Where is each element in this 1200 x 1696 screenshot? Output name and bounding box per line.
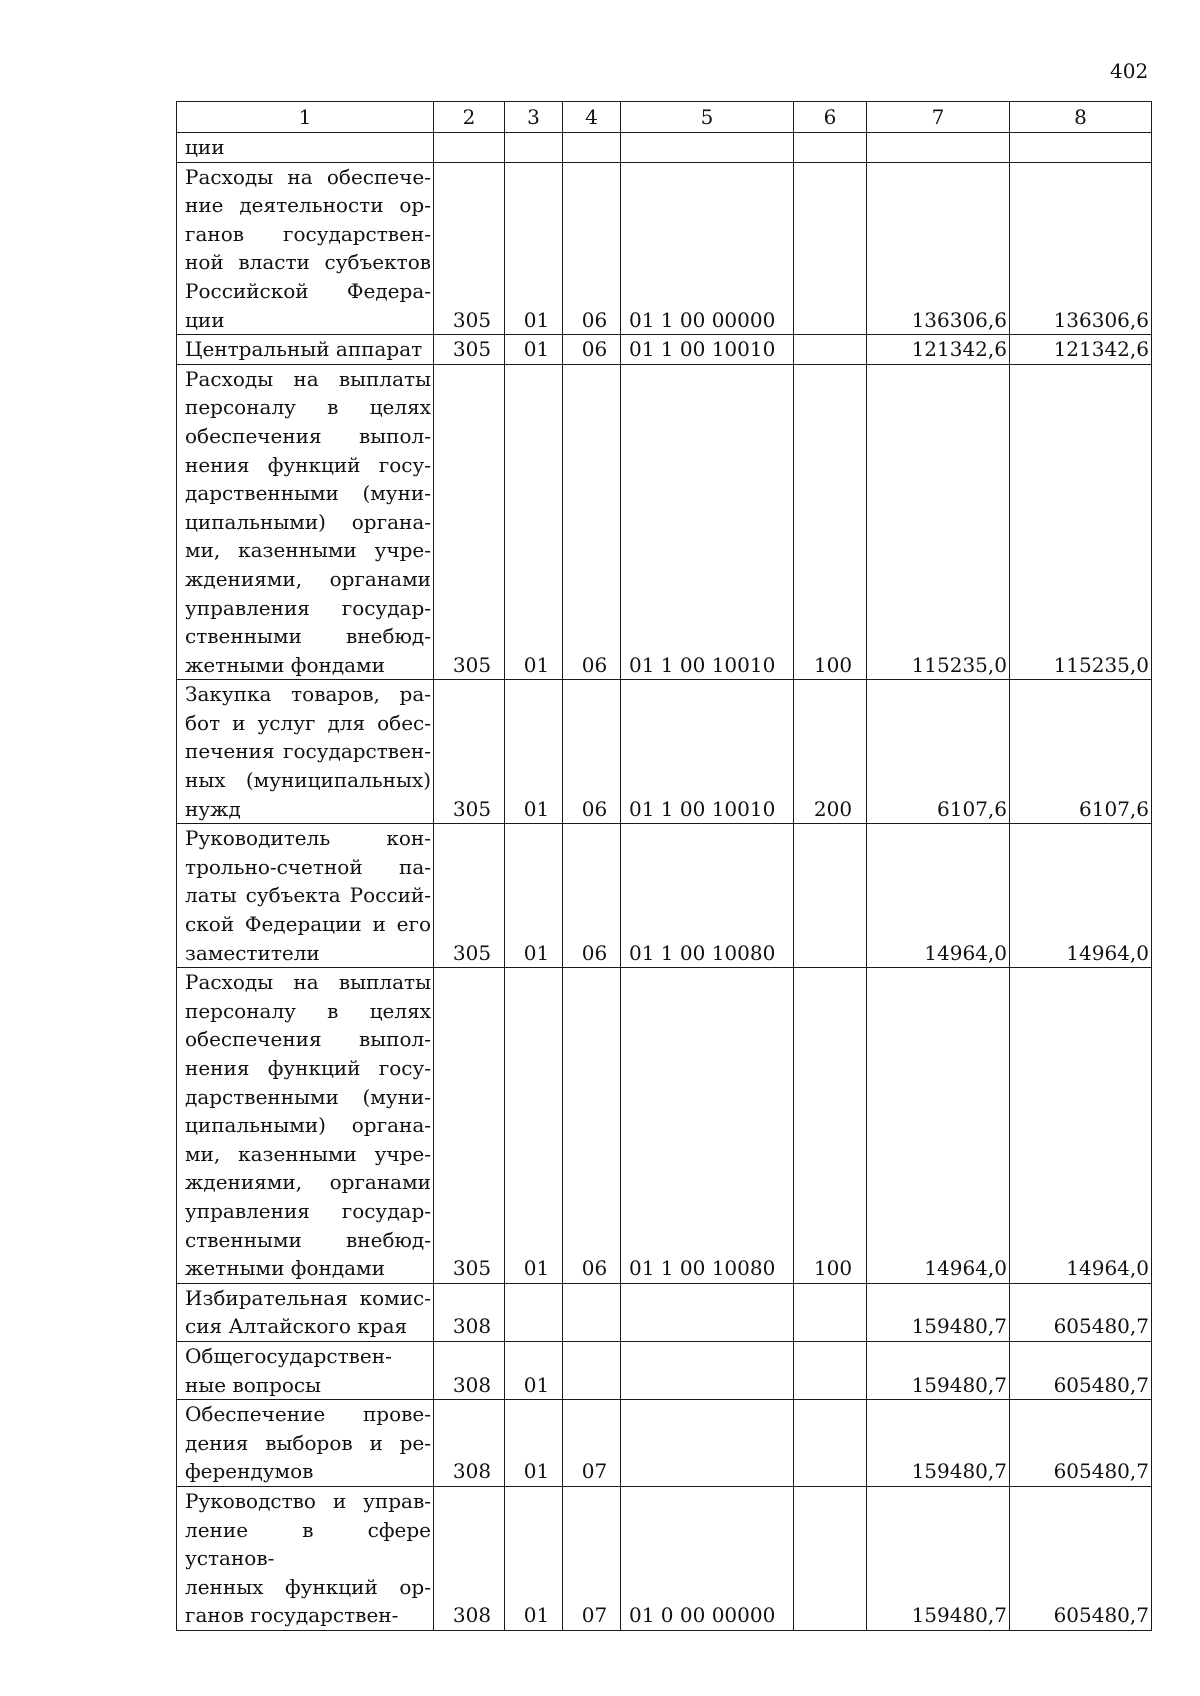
item-name-line: Закупка товаров, ра- (185, 682, 431, 707)
cell-section: 01 (505, 162, 563, 335)
item-name-line: печения государствен- (185, 739, 431, 764)
cell-admin-code (434, 133, 505, 163)
cell-subsection: 07 (563, 1486, 621, 1630)
cell-amount-7 (867, 133, 1010, 163)
table-row (177, 1486, 1152, 1630)
cell-section: 01 (505, 1400, 563, 1487)
cell-item-name (177, 1486, 434, 1630)
cell-amount-7: 159480,7 (867, 1283, 1010, 1341)
header-cell-4: 4 (563, 102, 621, 133)
cell-target-article: 01 0 00 00000 (621, 1486, 794, 1630)
page-number: 402 (1110, 59, 1149, 83)
item-name-line: ние деятельности ор- (185, 193, 431, 218)
header-row (177, 102, 1152, 133)
item-name-line: Обеспечение прове- (185, 1402, 431, 1427)
cell-amount-7: 121342,6 (867, 335, 1010, 365)
item-name-line: дарственными (муни- (185, 481, 431, 506)
item-name-line: Центральный аппарат (185, 337, 423, 362)
cell-admin-code: 308 (434, 1486, 505, 1630)
table-row (177, 1283, 1152, 1341)
cell-target-article: 01 1 00 10080 (621, 824, 794, 968)
cell-amount-8 (1010, 133, 1152, 163)
cell-target-article (621, 1283, 794, 1341)
cell-amount-7: 115235,0 (867, 364, 1010, 680)
cell-subsection (563, 133, 621, 163)
table-row (177, 680, 1152, 824)
cell-item-name (177, 1283, 434, 1341)
item-name-line: ции (185, 135, 225, 159)
cell-expense-type (794, 1400, 867, 1487)
cell-amount-7: 136306,6 (867, 162, 1010, 335)
cell-admin-code: 308 (434, 1400, 505, 1487)
cell-section: 01 (505, 1486, 563, 1630)
item-name-line: жетными фондами (185, 1256, 385, 1281)
item-name-line: ной власти субъектов (185, 250, 431, 275)
cell-subsection (563, 1283, 621, 1341)
item-name-line: Расходы на обеспече- (185, 164, 431, 189)
table-row (177, 162, 1152, 335)
cell-target-article (621, 1341, 794, 1399)
table-row (177, 1400, 1152, 1487)
header-cell-1: 1 (177, 102, 434, 133)
cell-amount-7: 159480,7 (867, 1400, 1010, 1487)
cell-section: 01 (505, 824, 563, 968)
cell-amount-7: 159480,7 (867, 1486, 1010, 1630)
cell-amount-8: 605480,7 (1010, 1341, 1152, 1399)
cell-admin-code: 305 (434, 364, 505, 680)
table-row (177, 364, 1152, 680)
table-body (177, 133, 1152, 1631)
item-name-line: ных (муниципальных) (185, 768, 431, 793)
item-name-line: нения функций госу- (185, 452, 431, 477)
item-name-line: жетными фондами (185, 652, 385, 677)
item-name-line: Российской Федера- (185, 278, 431, 303)
item-name-line: Избирательная комис- (185, 1285, 431, 1310)
cell-admin-code: 305 (434, 680, 505, 824)
item-name-line: управления государ- (185, 1198, 431, 1223)
cell-subsection: 06 (563, 364, 621, 680)
cell-amount-8: 121342,6 (1010, 335, 1152, 365)
cell-item-name (177, 335, 434, 365)
table-row (177, 968, 1152, 1284)
cell-subsection: 06 (563, 824, 621, 968)
cell-amount-7: 14964,0 (867, 968, 1010, 1284)
cell-expense-type (794, 1341, 867, 1399)
cell-item-name (177, 162, 434, 335)
cell-amount-8: 115235,0 (1010, 364, 1152, 680)
cell-target-article: 01 1 00 10080 (621, 968, 794, 1284)
cell-admin-code: 305 (434, 968, 505, 1284)
item-name-line: персоналу в целях (185, 998, 431, 1023)
item-name-line: заместители (185, 940, 320, 965)
item-name-line: ганов государствен- (185, 221, 431, 246)
header-cell-3: 3 (505, 102, 563, 133)
item-name-line: ление в сфере установ- (185, 1517, 431, 1571)
item-name-line: ственными внебюд- (185, 1227, 431, 1252)
cell-target-article: 01 1 00 10010 (621, 335, 794, 365)
cell-amount-7: 14964,0 (867, 824, 1010, 968)
item-name-line: Расходы на выплаты (185, 366, 431, 391)
item-name-line: ферендумов (185, 1459, 314, 1484)
item-name-line: нения функций госу- (185, 1056, 431, 1080)
item-name-line: нужд (185, 796, 241, 821)
cell-expense-type: 200 (794, 680, 867, 824)
cell-target-article: 01 1 00 10010 (621, 680, 794, 824)
item-name-line: ждениями, органами (185, 566, 431, 591)
cell-expense-type: 100 (794, 968, 867, 1284)
item-name-line: ждениями, органами (185, 1170, 431, 1195)
cell-amount-8: 6107,6 (1010, 680, 1152, 824)
cell-item-name (177, 1341, 434, 1399)
cell-item-name (177, 1400, 434, 1487)
cell-admin-code: 305 (434, 824, 505, 968)
item-name-line: управления государ- (185, 595, 431, 620)
cell-section: 01 (505, 1341, 563, 1399)
item-name-line: ственными внебюд- (185, 624, 431, 649)
cell-section: 01 (505, 364, 563, 680)
cell-subsection: 06 (563, 968, 621, 1284)
cell-amount-7: 159480,7 (867, 1341, 1010, 1399)
item-name-line: латы субъекта Россий- (185, 883, 431, 908)
cell-expense-type (794, 133, 867, 163)
item-name-line: дения выборов и ре- (185, 1430, 431, 1455)
cell-expense-type (794, 824, 867, 968)
cell-item-name (177, 364, 434, 680)
cell-admin-code: 305 (434, 162, 505, 335)
cell-target-article: 01 1 00 00000 (621, 162, 794, 335)
cell-admin-code: 305 (434, 335, 505, 365)
cell-expense-type (794, 335, 867, 365)
table-row (177, 133, 1152, 163)
table-row (177, 335, 1152, 365)
cell-subsection: 06 (563, 162, 621, 335)
item-name-line: ми, казенными учре- (185, 538, 431, 563)
header-cell-2: 2 (434, 102, 505, 133)
item-name-line: обеспечения выпол- (185, 423, 431, 448)
cell-amount-8: 136306,6 (1010, 162, 1152, 335)
item-name-line: персоналу в целях (185, 395, 431, 420)
item-name-line: трольно-счетной па- (185, 854, 431, 879)
cell-section: 01 (505, 680, 563, 824)
item-name-line: ской Федерации и его (185, 912, 431, 937)
cell-target-article (621, 1400, 794, 1487)
header-cell-8: 8 (1010, 102, 1152, 133)
cell-item-name (177, 824, 434, 968)
cell-item-name (177, 968, 434, 1284)
item-name-line: дарственными (муни- (185, 1084, 431, 1109)
item-name-line: ципальными) органа- (185, 1113, 431, 1138)
cell-item-name (177, 133, 434, 163)
table-row (177, 824, 1152, 968)
cell-subsection: 06 (563, 335, 621, 365)
cell-amount-7: 6107,6 (867, 680, 1010, 824)
header-cell-6: 6 (794, 102, 867, 133)
cell-target-article: 01 1 00 10010 (621, 364, 794, 680)
cell-subsection: 07 (563, 1400, 621, 1487)
item-name-line: ми, казенными учре- (185, 1141, 431, 1166)
cell-admin-code: 308 (434, 1283, 505, 1341)
item-name-line: сия Алтайского края (185, 1314, 408, 1339)
item-name-line: ные вопросы (185, 1372, 322, 1397)
cell-expense-type (794, 1486, 867, 1630)
cell-expense-type (794, 1283, 867, 1341)
cell-admin-code: 308 (434, 1341, 505, 1399)
cell-section (505, 1283, 563, 1341)
cell-expense-type: 100 (794, 364, 867, 680)
header-cell-7: 7 (867, 102, 1010, 133)
cell-amount-8: 14964,0 (1010, 824, 1152, 968)
header-cell-5: 5 (621, 102, 794, 133)
cell-amount-8: 14964,0 (1010, 968, 1152, 1284)
cell-amount-8: 605480,7 (1010, 1486, 1152, 1630)
cell-section: 01 (505, 335, 563, 365)
cell-target-article (621, 133, 794, 163)
item-name-line: Общегосударствен- (185, 1343, 392, 1368)
item-name-line: обеспечения выпол- (185, 1027, 431, 1052)
budget-table (176, 101, 1152, 1631)
cell-item-name (177, 680, 434, 824)
item-name-line: Руководство и управ- (185, 1488, 431, 1513)
table-row (177, 1341, 1152, 1399)
cell-subsection: 06 (563, 680, 621, 824)
table-header (177, 102, 1152, 133)
item-name-line: ципальными) органа- (185, 509, 431, 534)
item-name-line: ции (185, 307, 225, 332)
item-name-line: бот и услуг для обес- (185, 710, 431, 735)
cell-amount-8: 605480,7 (1010, 1283, 1152, 1341)
item-name-line: ленных функций ор- (185, 1574, 431, 1599)
cell-section (505, 133, 563, 163)
item-name-line: Расходы на выплаты (185, 970, 431, 995)
cell-amount-8: 605480,7 (1010, 1400, 1152, 1487)
item-name-line: ганов государствен- (185, 1603, 399, 1628)
cell-expense-type (794, 162, 867, 335)
item-name-line: Руководитель кон- (185, 826, 431, 851)
cell-subsection (563, 1341, 621, 1399)
cell-section: 01 (505, 968, 563, 1284)
